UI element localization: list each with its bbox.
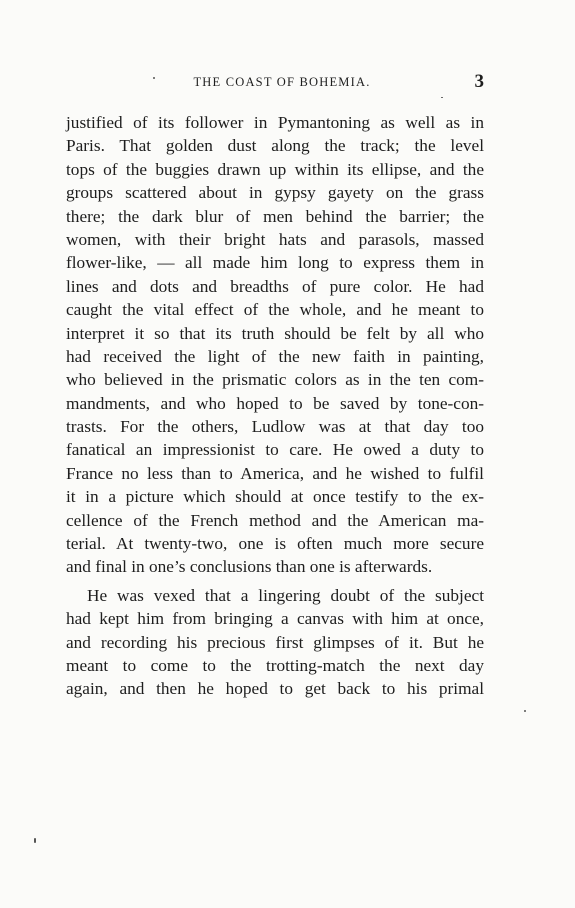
running-header: [66, 73, 484, 93]
print-speck: [441, 97, 443, 98]
text-line: justified of its follower in Pymantoning as well as in: [66, 113, 484, 132]
print-speck: [524, 710, 526, 712]
paragraph-1: [66, 111, 484, 579]
text-line: and recording his precious first glimpses of it. But he: [66, 632, 484, 652]
text-line: lines and dots and breadths of pure color. He had: [66, 276, 484, 296]
text-line: who believed in the prismatic colors as in the ten com-: [66, 370, 484, 390]
body-text: [66, 111, 484, 701]
paragraph-2: [66, 584, 484, 701]
text-line: and final in one’s conclusions than one is afterwards.: [66, 557, 433, 577]
print-speck: [153, 77, 155, 79]
text-line: France no less than to America, and he wished to fulfil: [66, 463, 484, 483]
text-line: meant to come to the trotting-match the next day: [66, 655, 484, 675]
text-line: flower-like, — all made him long to express them in: [66, 253, 484, 273]
text-line: caught the vital effect of the whole, and he meant to: [66, 300, 484, 320]
text-line: it in a picture which should at once testify to the ex-: [66, 487, 484, 507]
text-line: trasts. For the others, Ludlow was at that day too: [66, 417, 484, 437]
text-line: tops of the buggies drawn up within its ellipse, and the: [66, 159, 484, 179]
text-line: cellence of the French method and the American ma-: [66, 510, 484, 530]
text-line: there; the dark blur of men behind the barrier; the: [66, 206, 484, 226]
text-line: groups scattered about in gypsy gayety on the grass: [66, 183, 484, 203]
text-line: He was vexed that a lingering doubt of the subject: [87, 585, 484, 605]
text-line: had received the light of the new faith in painting,: [66, 346, 484, 366]
print-speck: [34, 838, 36, 843]
text-line: interpret it so that its truth should be felt by all who: [66, 323, 484, 343]
text-line: Paris. That golden dust along the track; the level: [66, 136, 484, 156]
text-line: terial. At twenty-two, one is often much more secure: [66, 534, 484, 554]
text-line: again, and then he hoped to get back to his primal: [66, 679, 484, 699]
page-number: 3: [474, 71, 484, 92]
text-line: fanatical an impressionist to care. He owed a duty to: [66, 440, 484, 460]
running-title: THE COAST OF BOHEMIA.: [193, 75, 371, 89]
text-line: had kept him from bringing a canvas with him at once,: [66, 609, 484, 629]
text-line: women, with their bright hats and parasols, massed: [66, 229, 484, 249]
text-line: mandments, and who hoped to be saved by tone-con-: [66, 393, 484, 413]
